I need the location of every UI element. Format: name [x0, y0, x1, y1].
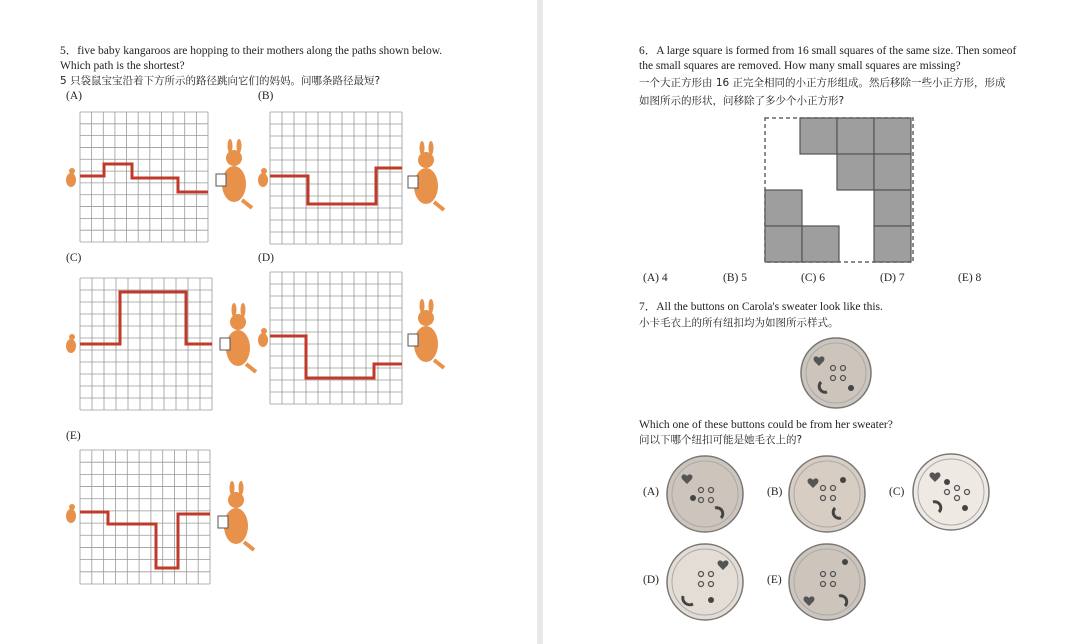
- baby-kangaroo-icon: [256, 326, 270, 348]
- path-b: [270, 168, 402, 204]
- reference-button: [799, 336, 873, 410]
- q5-option-b-label: (B): [258, 90, 274, 102]
- q7-text-line3: Which one of these buttons could be from her sweater?: [639, 419, 893, 431]
- q5-option-a-label: (A): [66, 90, 82, 102]
- button-option-e[interactable]: [787, 542, 867, 622]
- q6-square-figure: [763, 116, 915, 264]
- path-d: [270, 336, 402, 378]
- q5-text-line1: 5．five baby kangaroos are hopping to their mothers along the paths shown below.: [60, 45, 443, 57]
- q7-option-c-label: (C): [889, 486, 905, 498]
- mother-kangaroo-icon: [214, 482, 254, 552]
- baby-kangaroo-icon: [64, 166, 78, 188]
- q6-choice-d: (D) 7: [880, 272, 905, 284]
- q5-text-line2: Which path is the shortest?: [60, 60, 185, 72]
- q6-choice-a: (A) 4: [643, 272, 668, 284]
- baby-kangaroo-icon: [256, 166, 270, 188]
- q6-text-line3: 一个大正方形由 16 正完全相同的小正方形组成。然后移除一些小正方形，形成: [639, 77, 1006, 89]
- button-option-c[interactable]: [911, 452, 991, 532]
- q6-text-line2: the small squares are removed. How many small squares are missing?: [639, 60, 961, 72]
- path-a: [80, 164, 208, 192]
- q7-option-a-label: (A): [643, 486, 659, 498]
- left-page: [0, 0, 537, 644]
- q5-option-e-label: (E): [66, 430, 81, 442]
- q7-text-line1: 7．All the buttons on Carola's sweater look like this.: [639, 301, 883, 313]
- q5-option-c-label: (C): [66, 252, 82, 264]
- mother-kangaroo-icon: [212, 140, 252, 210]
- q7-option-e-label: (E): [767, 574, 782, 586]
- q5-text-line3: 5 只袋鼠宝宝沿着下方所示的路径跳向它们的妈妈。问哪条路径最短?: [60, 75, 381, 87]
- mother-kangaroo-icon: [404, 300, 444, 370]
- q6-text-line1: 6．A large square is formed from 16 small squares of the same size. Then someof: [639, 45, 1017, 57]
- grid-a: [80, 112, 208, 242]
- q6-text-line4: 如图所示的形状，问移除了多少个小正方形?: [639, 95, 845, 107]
- grid-c: [80, 278, 212, 410]
- mother-kangaroo-icon: [404, 142, 444, 212]
- grid-b: [270, 112, 402, 244]
- button-option-a[interactable]: [665, 454, 745, 534]
- baby-kangaroo-icon: [64, 502, 78, 524]
- q7-text-line4: 问以下哪个纽扣可能是她毛衣上的?: [639, 434, 803, 446]
- button-option-b[interactable]: [787, 454, 867, 534]
- mother-kangaroo-icon: [216, 304, 256, 374]
- q6-choice-c: (C) 6: [801, 272, 825, 284]
- grid-e: [80, 450, 210, 584]
- baby-kangaroo-icon: [64, 332, 78, 354]
- q7-option-b-label: (B): [767, 486, 783, 498]
- path-c: [80, 292, 212, 344]
- grid-d: [270, 272, 402, 404]
- right-page: [543, 0, 1080, 644]
- q6-choice-e: (E) 8: [958, 272, 982, 284]
- q7-text-line2: 小卡毛衣上的所有纽扣均为如图所示样式。: [639, 317, 839, 329]
- q5-option-d-label: (D): [258, 252, 274, 264]
- q7-option-d-label: (D): [643, 574, 659, 586]
- button-option-d[interactable]: [665, 542, 745, 622]
- q6-choice-b: (B) 5: [723, 272, 747, 284]
